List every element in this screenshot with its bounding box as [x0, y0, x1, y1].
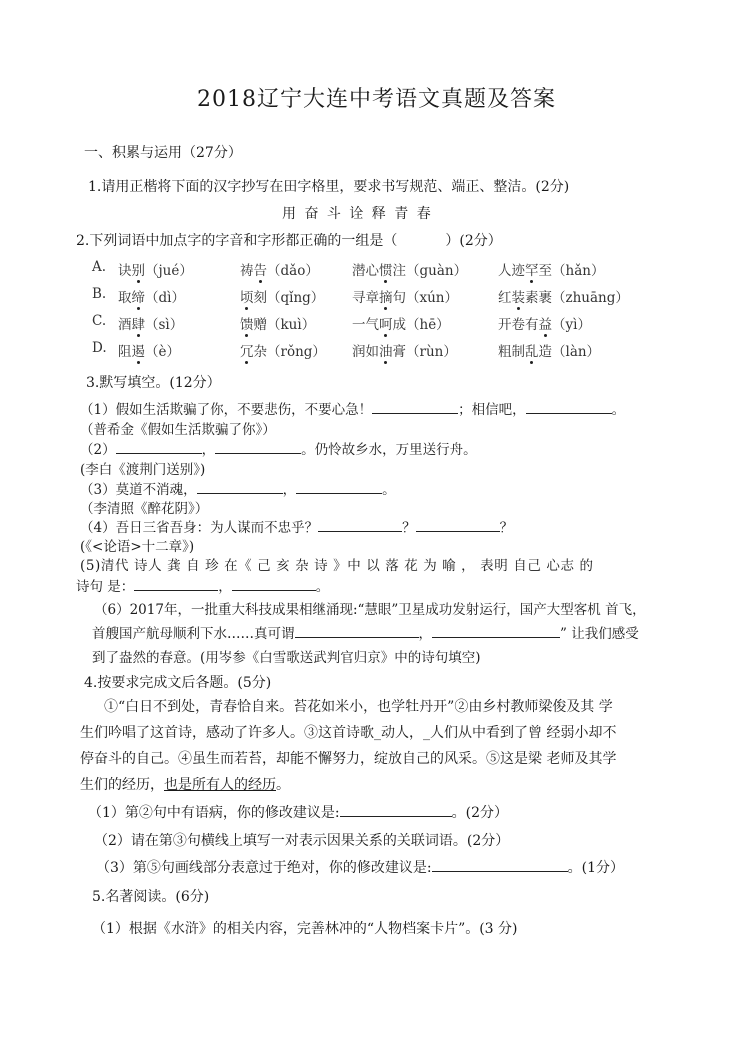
dotted-character: 罕	[525, 259, 539, 279]
word-text: 诀	[118, 263, 132, 279]
dictation-3	[80, 478, 396, 498]
page-title: 2018辽宁大连中考语文真题及答案	[197, 87, 556, 112]
sub-question-1-score: 。(2分）	[451, 805, 508, 821]
word-pinyin: （dì）	[145, 290, 185, 306]
dictation-2-end: 。仍怜故乡水，万里送行舟。	[301, 442, 477, 458]
question-2	[76, 230, 502, 250]
question-4-heading: 4.按要求完成文后各题。(5分)	[84, 675, 272, 691]
word-text: 人迹	[498, 263, 525, 279]
section-heading: 一、积累与运用（27分）	[84, 145, 242, 161]
dotted-character: 告	[254, 259, 268, 279]
blank[interactable]	[416, 517, 500, 532]
dictation-3-mid: ，	[282, 482, 297, 498]
option-label[interactable]: C.	[92, 313, 107, 329]
sub-question-1	[88, 802, 508, 822]
word-text: 酒	[118, 317, 132, 333]
word-text: 寻章	[352, 290, 379, 306]
word-pinyin: 刻（qǐng）	[253, 290, 325, 306]
option-word	[118, 259, 193, 279]
option-word	[498, 259, 604, 279]
word-pinyin: （yì）	[552, 317, 591, 333]
question-2-score: ）(2分）	[445, 233, 502, 249]
word-pinyin: 成（hē）	[392, 317, 450, 333]
dotted-character: 惯	[379, 259, 393, 279]
word-pinyin: 至（hǎn）	[538, 263, 605, 279]
dictation-6-last: 到了盎然的春意。(用岑参《白雪歌送武判官归京》中的诗句填空)	[92, 650, 481, 666]
option-word	[352, 259, 467, 279]
passage-line: ①“白日不到处，青春恰自来。苔花如米小，也学牡丹开”②由乡村教师梁俊及其 学	[104, 699, 613, 715]
dotted-character: 遏	[132, 340, 146, 360]
blank[interactable]	[197, 479, 283, 494]
blank[interactable]	[432, 623, 560, 638]
blank[interactable]	[116, 439, 202, 454]
underlined-phrase: 也是所有人的经历	[164, 777, 276, 793]
word-pinyin: （jué）	[145, 263, 193, 279]
dotted-character: 冗	[240, 340, 254, 360]
dictation-6-mid: ，	[418, 626, 432, 642]
question-3-heading: 3.默写填空。(12分）	[86, 375, 221, 391]
word-pinyin: 赠（kuì）	[253, 317, 316, 333]
dictation-4-text: （4）吾日三省吾身：为人谋而不忠乎？	[80, 520, 319, 536]
word-pinyin: （dǎo）	[267, 263, 319, 279]
passage-text: 生们的经历，	[80, 777, 164, 793]
option-word	[352, 313, 450, 333]
passage-line: 停奋斗的自己。④虽生而若苔，却能不懈努力，绽放自己的风采。⑤这是梁 老师及其学	[80, 751, 617, 767]
dotted-character: 缔	[132, 286, 146, 306]
question-5-sub-1: （1）根据《水浒》的相关内容，完善林冲的“人物档案卡片”。(3 分)	[92, 921, 518, 937]
question-5-heading: 5.名著阅读。(6分)	[92, 889, 210, 905]
dictation-3-end: 。	[382, 482, 396, 498]
word-pinyin: （sì）	[145, 317, 184, 333]
blank[interactable]	[232, 576, 316, 591]
blank[interactable]	[526, 399, 612, 414]
word-text: 阻	[118, 344, 132, 360]
dotted-character: 乱	[525, 340, 539, 360]
sub-question-1-text: （1）第②句中有语病，你的修改建议是:	[88, 805, 340, 821]
dictation-5-mid: ，	[218, 579, 232, 595]
dotted-character: 顷	[240, 286, 254, 306]
dictation-2-source: (李白《渡荆门送别》)	[80, 462, 206, 478]
word-pinyin: （è）	[145, 344, 180, 360]
dotted-character: 馈	[240, 313, 254, 333]
option-word	[240, 340, 326, 360]
dictation-5-text: 诗句 是：	[76, 579, 135, 595]
dotted-character: 摘	[379, 286, 393, 306]
blank[interactable]	[296, 479, 382, 494]
option-word	[240, 259, 319, 279]
word-text: 红	[498, 290, 512, 306]
dictation-5: (5)清代 诗人 龚 自 珍 在《 己 亥 杂 诗 》中 以 落 花 为 喻 ， 表明 自己 心志 的	[80, 558, 594, 574]
question-1: 1.请用正楷将下面的汉字抄写在田字格里，要求书写规范、端正、整洁。(2分)	[88, 179, 570, 195]
dotted-character: 肆	[132, 313, 146, 333]
dotted-character: 益	[539, 313, 553, 333]
word-pinyin: 注（guàn）	[392, 263, 468, 279]
option-word	[118, 340, 180, 360]
dictation-2	[80, 438, 477, 458]
sub-question-3-score: 。(1分）	[567, 860, 624, 876]
word-pinyin: 膏（rùn）	[392, 344, 457, 360]
blank[interactable]	[318, 517, 402, 532]
dictation-6-end: ” 让我们感受	[560, 626, 639, 642]
dictation-1	[80, 398, 625, 418]
option-word	[352, 286, 458, 306]
sub-question-3	[96, 857, 624, 877]
word-text: 祷	[240, 263, 254, 279]
word-text: 一气	[352, 317, 379, 333]
question-2-text: 2.下列词语中加点字的字音和字形都正确的一组是（	[76, 233, 398, 249]
dotted-character: 呵	[379, 313, 393, 333]
option-word	[498, 286, 629, 306]
option-word	[240, 286, 324, 306]
blank[interactable]	[432, 857, 568, 872]
dictation-6: （6）2017年，一批重大科技成果相继涌现:“慧眼”卫星成功发射运行，国产大型客机 首飞，	[94, 602, 646, 618]
blank[interactable]	[340, 802, 452, 817]
blank[interactable]	[295, 623, 419, 638]
dictation-1-text: （1）假如生活欺骗了你，不要悲伤，不要心急！	[80, 402, 373, 418]
option-word	[498, 313, 591, 333]
dictation-5-cont	[76, 575, 329, 595]
passage-line: 生们吟唱了这首诗，感动了许多人。③这首诗歌_动人，_人们从中看到了曾 经弱小却不	[80, 725, 617, 741]
word-text: 取	[118, 290, 132, 306]
dictation-6-text: 首艘国产航母顺利下水……真可谓	[92, 626, 295, 642]
word-pinyin: 杂（rǒng）	[253, 344, 326, 360]
dictation-6-cont	[92, 622, 639, 642]
copy-characters: 用 奋 斗 诠 释 青 春	[282, 206, 433, 222]
sub-question-3-text: （3）第⑤句画线部分表意过于绝对，你的修改建议是:	[96, 860, 432, 876]
option-label[interactable]: A.	[92, 259, 107, 275]
dictation-2-text: （2）	[80, 442, 116, 458]
option-word	[498, 340, 600, 360]
option-label[interactable]: B.	[92, 286, 107, 302]
dictation-1-source: （普希金《假如生活欺骗了你》）	[80, 422, 276, 438]
word-pinyin: 句（xún）	[392, 290, 459, 306]
option-label[interactable]: D.	[92, 340, 107, 356]
dictation-1-end: 。	[611, 402, 626, 418]
dictation-2-mid: ，	[201, 442, 216, 458]
option-word	[118, 313, 183, 333]
word-pinyin: 造（làn）	[538, 344, 601, 360]
dotted-character: 油	[379, 340, 393, 360]
passage-line	[80, 774, 290, 794]
dictation-5-end: 。	[315, 579, 330, 595]
dictation-4-mid: ？	[402, 520, 416, 536]
blank[interactable]	[372, 399, 458, 414]
dictation-3-text: （3）莫道不消魂，	[80, 482, 197, 498]
dictation-4-source: (《<论语>十二章》)	[80, 539, 195, 555]
passage-end: 。	[276, 777, 290, 793]
word-text: 开卷有	[498, 317, 539, 333]
option-word	[240, 313, 315, 333]
blank[interactable]	[134, 576, 218, 591]
dictation-1-mid: ；相信吧，	[458, 402, 526, 418]
dotted-character: 装	[512, 286, 526, 306]
word-text: 潜心	[352, 263, 379, 279]
word-text: 润如	[352, 344, 379, 360]
option-word	[352, 340, 457, 360]
dotted-character: 别	[132, 259, 146, 279]
sub-question-2: （2）请在第③句横线上填写一对表示因果关系的关联词语。(2分）	[94, 833, 510, 849]
dictation-3-source: （李清照《醉花阴》）	[80, 501, 209, 517]
blank[interactable]	[215, 439, 301, 454]
word-pinyin: 素裹（zhuāng）	[525, 290, 629, 306]
dictation-4	[80, 516, 513, 536]
word-text: 粗制	[498, 344, 525, 360]
option-word	[118, 286, 185, 306]
dictation-4-end: ？	[499, 520, 514, 536]
